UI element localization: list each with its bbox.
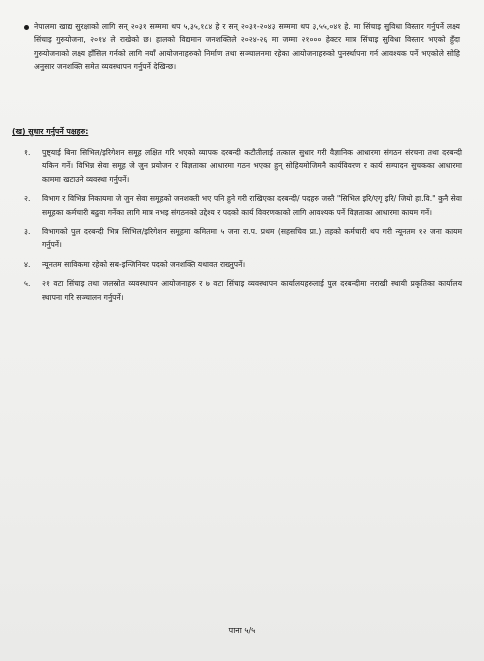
list-item: [24, 192, 462, 219]
item-number: ३.: [24, 227, 31, 237]
item-text: पुष्ट्याई बिना सिभिल/इरिगेशन समूह लक्षित गरि भएको व्यापक दरबन्दी कटौतीलाई तत्काल सुधार गरी वैज्ञानिक आधारमा संगठन संरचना तथा दरबन्दी यकिन गर्ने। विभिन्न सेवा समूह जे जुन प्रयोजन र विज्ञताका आधारमा गठन भएका हुन् सोहियमोजिमनै कार्यविवरण र कार्य सम्पादन सुचकका आधारमा काममा खटाउने व्यवस्था गर्नुपर्ने।: [42, 148, 462, 184]
item-text: विभागको पुल दरबन्दी भित्र सिभिल/इरिगेशन समूहमा कमितमा ५ जना रा.प. प्रथम (सहसचिव प्रा.) तहको कर्मचारी थप गरी न्यूनतम १२ जना कायम गर्नुपर्ने।: [42, 227, 462, 250]
section-heading: (ख) सुधार गर्नुपर्ने पक्षहरु:: [12, 127, 89, 136]
improvement-list: [24, 146, 462, 310]
list-item: [24, 277, 462, 304]
item-text: २१ वटा सिंचाइ तथा जलस्रोत व्यवस्थापन आयोजनाहरु र ७ वटा सिंचाइ व्यवस्थापन कार्यालयहरुलाई पुल दरबन्दीमा नराखी स्थायी प्रकृतिका कार्यालय स्थापना गरि सञ्चालन गर्नुपर्ने।: [42, 279, 462, 302]
item-text: न्यूनतम साविकमा रहेको सब-इन्जिनियर पदको जनशक्ति यथावत राख्नुपर्ने।: [42, 259, 246, 269]
item-number: ५.: [24, 279, 31, 289]
list-item: [24, 258, 462, 271]
item-number: २.: [24, 194, 31, 204]
intro-paragraph: नेपालमा खाद्य सुरक्षाको लागि सन् २०३१ सम्ममा थप ५,३५,१८४ हे र सन् २०३१-२०४३ सम्ममा थप ३,५५,०४१ हे. मा सिंचाइ सुविधा विस्तार गर्नुपर्ने लक्ष्य सिंचाइ गुरुयोजना, २०१४ ले राखेको छ। हालको विद्यमान जनशक्तिले २०२४-२६ मा जम्मा २१००० हेक्टर मात्र सिंचाइ सुविधा विस्तार भएको हुँदा गुरुयोजनाको लक्ष्य हाँसिल गर्नको लागि नयाँ आयोजनाहरुको निर्माण तथा सञ्चालनमा रहेका आयोजनाहरुको पुनर्स्थापना गर्न आवश्यक पर्ने भएकोले सोहि अनुसार जनशक्ति समेत व्यवस्थापन गर्नुपर्ने देखिन्छ।: [34, 22, 460, 72]
list-item: [24, 225, 462, 252]
page-number: पाना ५/५: [228, 626, 256, 635]
list-item: [24, 146, 462, 186]
item-number: १.: [24, 148, 31, 157]
intro-bullet: [34, 20, 460, 74]
item-text: विभाग र विभिन्न निकायमा जे जुन सेवा समूहको जनशक्ती भए पनि हुने गरी राखिएका दरबन्दी/ पदहरु जस्तै "सिभिल इरि/एगृ इरि/ जियो हा.वि." कुनै सेवा समूहका कर्मचारी बढुवा गर्नेका लागि मात्र नभइ संगठनको उद्देश्य र पदको कार्य विवरणकाको लागि आवश्यक पर्ने विज्ञताका आधारमा कायम गर्ने।: [42, 194, 462, 217]
item-number: ४.: [24, 259, 31, 269]
bullet-point: [24, 25, 29, 30]
